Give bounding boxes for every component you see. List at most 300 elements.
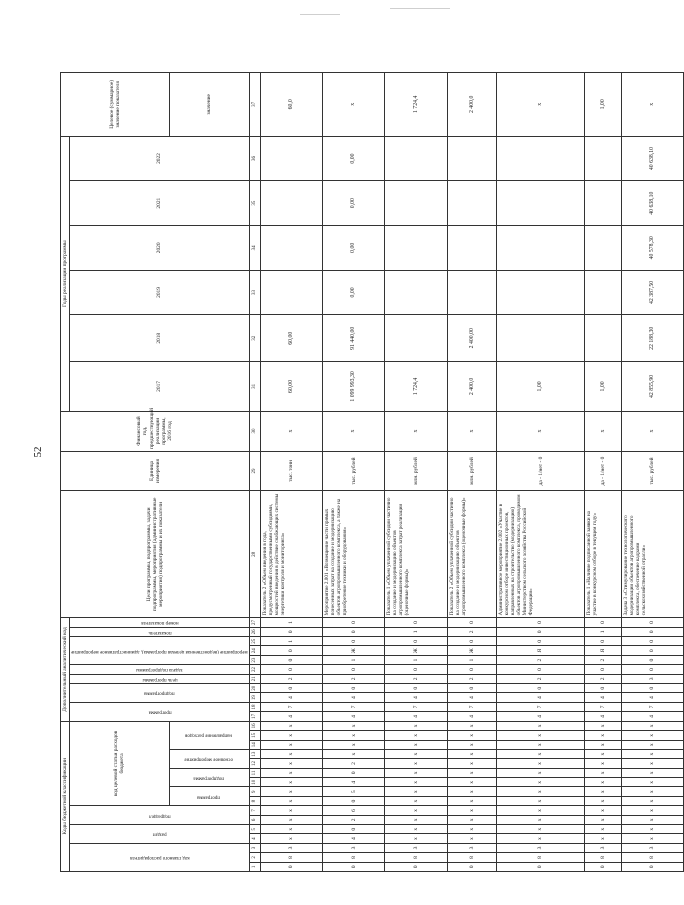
header-final-value: Целевое (суммарное) значение показателя — [61, 73, 170, 137]
code-cell: х — [260, 806, 322, 815]
code-cell: 0 — [260, 684, 322, 693]
code-cell: 0 — [323, 627, 385, 636]
code-cell: х — [447, 834, 496, 843]
code-cell: х — [621, 825, 683, 834]
code-cell: х — [585, 796, 622, 805]
code-cell: х — [621, 740, 683, 749]
code-cell: х — [385, 721, 447, 731]
code-cell: 4 — [497, 693, 585, 702]
header-final-sub: значение — [169, 73, 249, 137]
header-name: Цели программы, подпрограммы, задачи подпрограммы, мероприятия (административные мероприятия) подпрограммы и их показатели — [61, 491, 250, 618]
year-value-2018: 60,00 — [260, 315, 322, 362]
row-unit: млн. рублей — [385, 451, 447, 491]
year-value-2021: 40 638,10 — [621, 181, 683, 226]
code-cell: 2 — [323, 815, 385, 824]
column-number: 27 — [249, 618, 260, 627]
code-cell: 0 — [497, 627, 585, 636]
code-cell: 0 — [447, 637, 496, 646]
row-unit: млн. рублей — [447, 451, 496, 491]
header-a-program: программа — [70, 702, 250, 721]
code-cell: х — [323, 721, 385, 731]
code-cell: 4 — [385, 693, 447, 702]
column-number: 20 — [249, 684, 260, 693]
column-number: 4 — [249, 834, 260, 843]
column-number: 26 — [249, 627, 260, 636]
code-cell: 7 — [621, 702, 683, 711]
code-cell: 0 — [621, 627, 683, 636]
year-value-2021 — [260, 181, 322, 226]
code-cell: 0 — [585, 618, 622, 627]
header-main-event: основное мероприятие — [169, 749, 249, 768]
code-cell: х — [621, 796, 683, 805]
code-cell: х — [621, 787, 683, 796]
row-name: Административное мероприятие 2.002 «Участие в конкурсном отборе инвестиционных проектов, направленных на строительство (модернизацию) объектов агропромышленного комплекса, проводимом Министерством сельского хозяйства Российской Федерации» — [497, 491, 585, 618]
header-a-goal: цель программы — [70, 674, 250, 683]
code-cell: 0 — [260, 646, 322, 655]
year-value-2017: 1 099 993,30 — [323, 362, 385, 411]
code-cell: 0 — [447, 862, 496, 871]
column-number: 32 — [249, 315, 260, 362]
column-number: 10 — [249, 778, 260, 787]
row-final-value: 2 400,0 — [447, 73, 496, 137]
code-cell: 2 — [260, 674, 322, 683]
row-name: Показатель 2 «Объем введения в года, предусмотренный государственными субсидиями, мощностей введения в действие снабжающих системы энергетики контроля и мониторинга» — [260, 491, 322, 618]
page-number: 52 — [32, 446, 44, 458]
code-cell: 0 — [447, 665, 496, 674]
code-cell: х — [385, 731, 447, 740]
code-cell: х — [260, 787, 322, 796]
code-cell: 1 — [323, 655, 385, 664]
code-cell: х — [585, 806, 622, 815]
header-direction: направление расходов — [169, 721, 249, 749]
table-row — [260, 73, 322, 872]
code-cell: 4 — [260, 693, 322, 702]
column-number: 28 — [249, 491, 260, 618]
column-number-row — [249, 73, 260, 872]
code-cell: х — [260, 768, 322, 777]
column-number: 34 — [249, 225, 260, 270]
code-cell: 2 — [323, 759, 385, 768]
code-cell: 0 — [323, 796, 385, 805]
code-cell: х — [385, 796, 447, 805]
code-cell: х — [447, 815, 496, 824]
column-number: 7 — [249, 806, 260, 815]
code-cell: х — [497, 834, 585, 843]
column-number: 36 — [249, 136, 260, 181]
code-cell: х — [621, 806, 683, 815]
year-value-2022 — [497, 136, 585, 181]
code-cell: 0 — [260, 627, 322, 636]
code-cell: 0 — [585, 637, 622, 646]
header-program: программа — [169, 787, 249, 806]
code-cell: 8 — [385, 853, 447, 862]
code-cell: х — [385, 806, 447, 815]
code-cell: 0 — [621, 618, 683, 627]
year-value-2017: 1 724,4 — [385, 362, 447, 411]
column-number: 13 — [249, 749, 260, 758]
code-cell: х — [621, 768, 683, 777]
code-cell: 3 — [385, 843, 447, 852]
code-cell: х — [447, 806, 496, 815]
column-number: 22 — [249, 665, 260, 674]
code-cell: х — [260, 825, 322, 834]
code-cell: х — [585, 834, 622, 843]
code-cell: х — [323, 740, 385, 749]
year-value-2019: 42 387,50 — [621, 270, 683, 315]
code-cell: х — [497, 731, 585, 740]
code-cell: х — [260, 721, 322, 731]
code-cell: 0 — [497, 637, 585, 646]
code-cell: 4 — [323, 778, 385, 787]
code-cell: 7 — [385, 702, 447, 711]
code-cell: х — [585, 759, 622, 768]
code-cell: 2 — [585, 655, 622, 664]
year-value-2017: 1,00 — [497, 362, 585, 411]
code-cell: 3 — [447, 843, 496, 852]
code-cell: 3 — [323, 843, 385, 852]
code-cell: х — [497, 740, 585, 749]
row-unit: тыс. рублей — [621, 451, 683, 491]
code-cell: 7 — [497, 702, 585, 711]
header-year-2018: 2018 — [70, 315, 250, 362]
column-number: 8 — [249, 796, 260, 805]
code-cell: 0 — [323, 637, 385, 646]
code-cell: х — [385, 740, 447, 749]
code-cell: х — [447, 721, 496, 731]
code-cell: 4 — [447, 712, 496, 721]
code-cell: х — [447, 759, 496, 768]
code-cell: 0 — [323, 684, 385, 693]
code-cell: 2 — [585, 674, 622, 683]
code-cell: 0 — [260, 665, 322, 674]
code-cell: 8 — [585, 853, 622, 862]
code-cell: х — [497, 806, 585, 815]
code-cell: х — [385, 749, 447, 758]
column-number: 15 — [249, 731, 260, 740]
code-cell: х — [621, 721, 683, 731]
row-final-value: 1,00 — [585, 73, 622, 137]
code-cell: 3 — [585, 843, 622, 852]
code-cell: х — [585, 740, 622, 749]
year-value-2020 — [260, 225, 322, 270]
column-number: 5 — [249, 825, 260, 834]
column-number: 25 — [249, 637, 260, 646]
year-value-2022 — [585, 136, 622, 181]
code-cell: х — [621, 834, 683, 843]
header-gp-code: код главного распорядителя — [70, 843, 250, 871]
code-cell: 2 — [385, 674, 447, 683]
code-cell: 8 — [497, 853, 585, 862]
column-number: 33 — [249, 270, 260, 315]
column-number: 31 — [249, 362, 260, 411]
year-value-2018: 91 440,00 — [323, 315, 385, 362]
code-cell: х — [447, 787, 496, 796]
column-number: 24 — [249, 646, 260, 655]
code-cell: 0 — [447, 618, 496, 627]
column-number: 9 — [249, 787, 260, 796]
row-name: Показатель 1 «Наличие подписанной заявки на участие в конкурсном отборе в текущем году» — [585, 491, 622, 618]
code-cell: х — [497, 787, 585, 796]
code-cell: х — [385, 759, 447, 768]
row-name: Мероприятие 2.001 «Возмещение части прямых понесенных затрат на создание и модернизацию объектов агропромышленного комплекса, а также на приобретение техники и оборудования» — [323, 491, 385, 618]
code-cell: 0 — [621, 684, 683, 693]
year-value-2021 — [447, 181, 496, 226]
row-base-value: х — [585, 411, 622, 451]
code-cell: 1 — [385, 627, 447, 636]
year-value-2022 — [260, 136, 322, 181]
header-year-2020: 2020 — [70, 225, 250, 270]
code-cell: 0 — [497, 862, 585, 871]
year-value-2018 — [585, 315, 622, 362]
year-value-2021: 0,00 — [323, 181, 385, 226]
column-number: 18 — [249, 702, 260, 711]
code-cell: 2 — [447, 627, 496, 636]
column-number: 17 — [249, 712, 260, 721]
code-cell: х — [621, 731, 683, 740]
code-cell: х — [497, 825, 585, 834]
code-cell: 7 — [585, 702, 622, 711]
code-cell: 0 — [447, 684, 496, 693]
year-value-2019 — [260, 270, 322, 315]
code-cell: 2 — [497, 674, 585, 683]
table-row — [385, 73, 447, 872]
code-cell: 4 — [323, 693, 385, 702]
year-value-2022 — [447, 136, 496, 181]
code-cell: 7 — [447, 702, 496, 711]
code-cell: 4 — [260, 712, 322, 721]
code-cell: Ж — [385, 646, 447, 655]
code-cell: х — [497, 768, 585, 777]
code-cell: 1 — [260, 637, 322, 646]
code-cell: х — [385, 778, 447, 787]
row-final-value: х — [323, 73, 385, 137]
column-number: 35 — [249, 181, 260, 226]
code-cell: 4 — [497, 712, 585, 721]
year-value-2020 — [585, 225, 622, 270]
row-unit: тыс. тонн — [260, 451, 322, 491]
year-value-2018 — [497, 315, 585, 362]
code-cell: 0 — [323, 768, 385, 777]
code-cell: 0 — [385, 665, 447, 674]
year-value-2021 — [497, 181, 585, 226]
code-cell: 8 — [323, 853, 385, 862]
column-number: 23 — [249, 655, 260, 664]
row-base-value: х — [447, 411, 496, 451]
code-cell: 4 — [621, 693, 683, 702]
code-cell: 3 — [621, 843, 683, 852]
program-table — [60, 72, 684, 872]
code-cell: х — [323, 749, 385, 758]
code-cell: 0 — [385, 684, 447, 693]
code-cell: 0 — [621, 655, 683, 664]
column-number: 21 — [249, 674, 260, 683]
column-number: 3 — [249, 843, 260, 852]
header-budget-codes: Коды бюджетной классификации — [61, 721, 70, 871]
header-years-group: Годы реализации программы — [61, 136, 70, 411]
code-cell: х — [585, 778, 622, 787]
code-cell: 0 — [497, 618, 585, 627]
header-a-subprogram: подпрограмма — [70, 684, 250, 703]
code-cell: х — [260, 834, 322, 843]
column-number: 16 — [249, 721, 260, 731]
year-value-2020: 40 578,30 — [621, 225, 683, 270]
code-cell: 0 — [323, 825, 385, 834]
code-cell: х — [585, 787, 622, 796]
header-a-type: номер показателя — [70, 618, 250, 627]
year-value-2020 — [385, 225, 447, 270]
code-cell: х — [497, 749, 585, 758]
code-cell: х — [621, 815, 683, 824]
code-cell: х — [447, 749, 496, 758]
year-value-2019: 0,00 — [323, 270, 385, 315]
row-final-value: 60,0 — [260, 73, 322, 137]
code-cell: х — [585, 815, 622, 824]
code-cell: 2 — [497, 655, 585, 664]
scan-artifact — [300, 14, 340, 15]
code-cell: Я — [497, 646, 585, 655]
code-cell: х — [385, 768, 447, 777]
code-cell: х — [260, 749, 322, 758]
header-a-indicator: показатель — [70, 627, 250, 636]
row-base-value: х — [497, 411, 585, 451]
code-cell: 0 — [260, 655, 322, 664]
code-cell: 0 — [621, 646, 683, 655]
code-cell: 4 — [385, 712, 447, 721]
scan-artifact — [390, 8, 450, 9]
row-final-value: х — [621, 73, 683, 137]
code-cell: 2 — [323, 674, 385, 683]
column-number: 37 — [249, 73, 260, 137]
header-a-task: задача подпрограммы — [70, 665, 250, 674]
code-cell: 3 — [260, 843, 322, 852]
code-cell: 4 — [323, 834, 385, 843]
code-cell: х — [585, 768, 622, 777]
code-cell: 7 — [323, 702, 385, 711]
code-cell: х — [260, 731, 322, 740]
code-cell: 0 — [323, 665, 385, 674]
header-year-2019: 2019 — [70, 270, 250, 315]
code-cell: Я — [585, 646, 622, 655]
code-cell: 0 — [585, 862, 622, 871]
code-cell: х — [497, 815, 585, 824]
column-number: 11 — [249, 768, 260, 777]
row-base-value: х — [260, 411, 322, 451]
year-value-2018 — [385, 315, 447, 362]
code-cell: 1 — [385, 655, 447, 664]
row-name: Задача 3 «Стимулирование технологического модернизации объектов агропромышленного комплекса, обеспечение кадрами сельскохозяйственной отрасли» — [621, 491, 683, 618]
year-value-2017: 2 400,0 — [447, 362, 496, 411]
year-value-2020 — [497, 225, 585, 270]
code-cell: 3 — [497, 843, 585, 852]
code-cell: х — [385, 825, 447, 834]
row-unit: тыс. рублей — [323, 451, 385, 491]
header-target-group: код целевой статьи расходов бюджета — [70, 721, 170, 806]
column-number: 1 — [249, 862, 260, 871]
header-year-2017: 2017 — [70, 362, 250, 411]
code-cell: х — [447, 740, 496, 749]
header-additional-analytics: Дополнительный аналитический код — [61, 618, 70, 721]
code-cell: х — [497, 796, 585, 805]
header-base-year: Финансовый год, предшествующий реализации программы, 2016 год — [61, 411, 250, 451]
column-number: 30 — [249, 411, 260, 451]
code-cell: 8 — [621, 853, 683, 862]
code-cell: х — [585, 721, 622, 731]
code-cell: 8 — [260, 853, 322, 862]
code-cell: х — [447, 731, 496, 740]
year-value-2018: 22 188,30 — [621, 315, 683, 362]
row-base-value: х — [323, 411, 385, 451]
code-cell: 0 — [497, 665, 585, 674]
code-cell: х — [447, 778, 496, 787]
year-value-2020: 0,00 — [323, 225, 385, 270]
row-unit: да - 1/нет - 0 — [497, 451, 585, 491]
year-value-2019 — [585, 270, 622, 315]
code-cell: 4 — [323, 712, 385, 721]
year-value-2019 — [447, 270, 496, 315]
header-subsection: подраздел — [70, 806, 250, 825]
row-name: Показатель 1 «Объем уплаченной субсидии частично на создание и модернизацию объектов агропромышленного комплекса затрат реализации (оценочные формы)» — [385, 491, 447, 618]
code-cell: 6 — [323, 806, 385, 815]
year-value-2019 — [385, 270, 447, 315]
code-cell: х — [621, 759, 683, 768]
table-body — [260, 73, 683, 872]
code-cell: 4 — [621, 712, 683, 721]
header-subprogram: подпрограмма — [169, 768, 249, 787]
table-wrapper — [60, 72, 656, 872]
year-value-2019 — [497, 270, 585, 315]
code-cell: 0 — [621, 862, 683, 871]
code-cell: 4 — [585, 712, 622, 721]
table-row — [323, 73, 385, 872]
code-cell: х — [260, 778, 322, 787]
code-cell: х — [447, 825, 496, 834]
year-value-2017: 60,00 — [260, 362, 322, 411]
year-value-2020 — [447, 225, 496, 270]
code-cell: х — [323, 731, 385, 740]
table-row — [497, 73, 585, 872]
code-cell: х — [621, 749, 683, 758]
year-value-2017: 1,00 — [585, 362, 622, 411]
code-cell: 4 — [447, 693, 496, 702]
row-base-value: х — [385, 411, 447, 451]
code-cell: х — [447, 796, 496, 805]
code-cell: 4 — [585, 693, 622, 702]
column-number: 6 — [249, 815, 260, 824]
code-cell: х — [385, 815, 447, 824]
code-cell: х — [447, 768, 496, 777]
code-cell: х — [260, 796, 322, 805]
column-number: 29 — [249, 451, 260, 491]
table-row — [447, 73, 496, 872]
header-a-event: мероприятие (ведомственная целевая программа), административное мероприятие — [70, 637, 250, 665]
year-value-2022: 0,00 — [323, 136, 385, 181]
code-cell: 0 — [323, 862, 385, 871]
header-year-2021: 2021 — [70, 181, 250, 226]
code-cell: х — [585, 825, 622, 834]
code-cell: 1 — [447, 655, 496, 664]
row-final-value: х — [497, 73, 585, 137]
column-number: 14 — [249, 740, 260, 749]
code-cell: 1 — [260, 618, 322, 627]
table-row — [621, 73, 683, 872]
code-cell: 0 — [385, 862, 447, 871]
code-cell: 7 — [260, 702, 322, 711]
year-value-2021 — [385, 181, 447, 226]
rotated-table-area — [60, 72, 656, 872]
code-cell: х — [385, 787, 447, 796]
code-cell: х — [585, 749, 622, 758]
year-value-2017: 42 855,90 — [621, 362, 683, 411]
